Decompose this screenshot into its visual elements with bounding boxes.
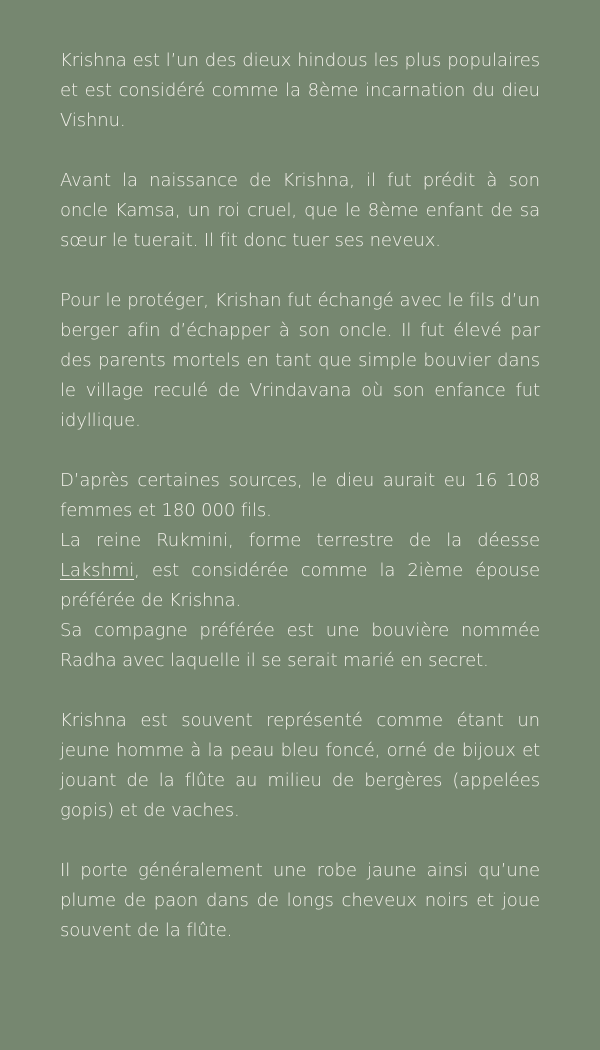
paragraph-childhood: Pour le protéger, Krishan fut échangé avec le fils d’un berger afin d’échapper à son oncle. Il fut élevé par des parents mortels en tant que simple bouvier dans le village reculé de Vrindavana où son enfance fut idyllique. (60, 290, 540, 431)
paragraph-depiction: Krishna est souvent représenté comme étant un jeune homme à la peau bleu foncé, orné de bijoux et jouant de la flûte au milieu de bergères (appelées gopis) et de vaches. (60, 710, 540, 821)
paragraph-introduction: Krishna est l’un des dieux hindous les plus populaires et est considéré comme la 8ème incarnation du dieu Vishnu. (60, 50, 540, 131)
paragraph-wives (60, 466, 540, 676)
paragraph-attire: Il porte généralement une robe jaune ainsi qu’une plume de paon dans de longs cheveux noirs et joue souvent de la flûte. (60, 860, 540, 941)
lakshmi-link[interactable]: Lakshmi (60, 560, 135, 581)
rukmini-text (60, 526, 540, 616)
wives-count-text: D’après certaines sources, le dieu aurait eu 16 108 femmes et 180 000 fils. (60, 470, 540, 521)
radha-text: Sa compagne préférée est une bouvière nommée Radha avec laquelle il se serait marié en secret. (60, 620, 540, 671)
rukmini-text-end: , est considérée comme la 2ième épouse préférée de Krishna. (60, 560, 540, 611)
paragraph-prophecy: Avant la naissance de Krishna, il fut prédit à son oncle Kamsa, un roi cruel, que le 8ème enfant de sa sœur le tuerait. Il fit donc tuer ses neveux. (60, 170, 540, 251)
rukmini-text-start: La reine Rukmini, forme terrestre de la déesse (60, 530, 540, 551)
